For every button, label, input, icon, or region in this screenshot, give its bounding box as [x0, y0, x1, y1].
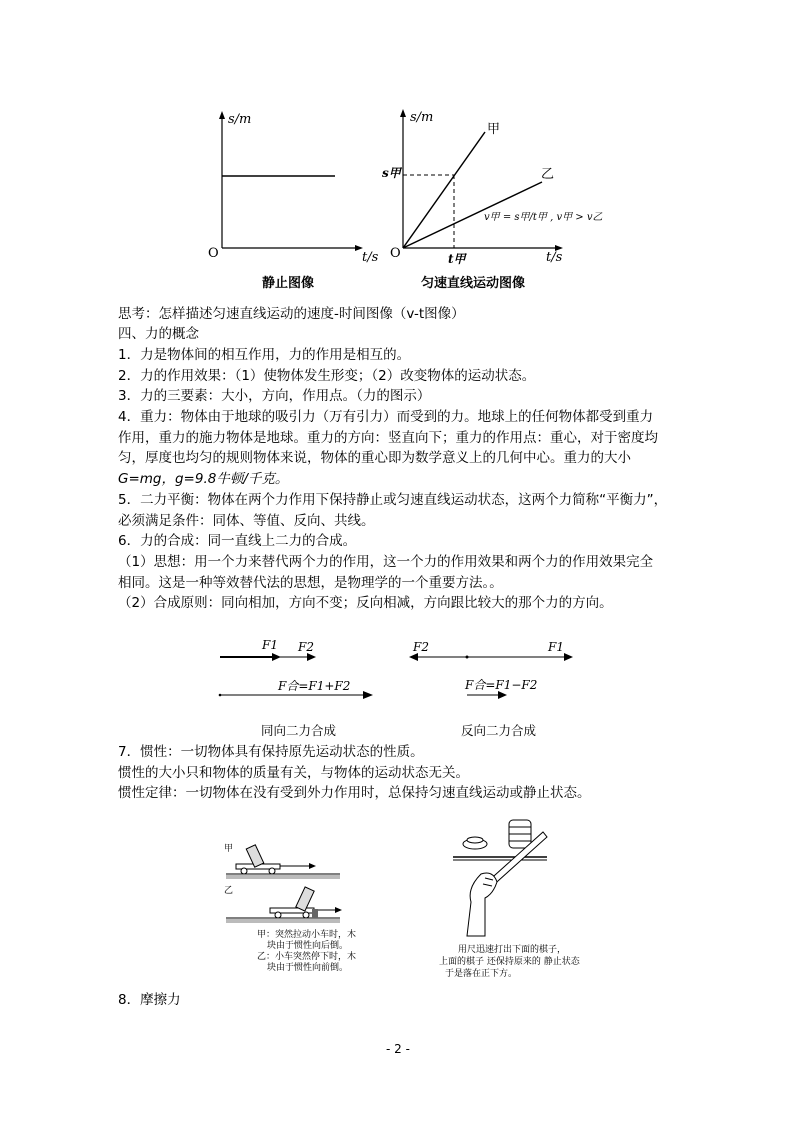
section-4-heading: 四、力的概念 [118, 326, 199, 342]
cart-note-3: 乙：小车突然停下时，木 [257, 952, 357, 962]
point-4d: G=mg，g=9.8牛顿/千克。 [118, 471, 289, 487]
think-line: 思考：怎样描述匀速直线运动的速度-时间图像（v-t图像） [118, 306, 465, 322]
point-2: 2．力的作用效果：（1）使物体发生形变；（2）改变物体的运动状态。 [118, 368, 536, 384]
coin-note-1: 用尺迅速打出下面的棋子， [458, 945, 567, 955]
point-6-2: （2）合成原则：同向相加，方向不变；反向相减，方向跟比较大的那个力的方向。 [118, 595, 613, 611]
point-5a: 5．二力平衡：物体在两个力作用下保持静止或匀速直线运动状态，这两个力简称“平衡力”， [118, 492, 668, 508]
static-origin: O [208, 246, 219, 261]
opp-f2-label: F2 [413, 640, 429, 654]
cart-inertia-illustration [220, 838, 350, 928]
point-4a: 4．重力：物体由于地球的吸引力（万有引力）而受到的力。地球上的任何物体都受到重力 [118, 409, 654, 425]
opposite-direction-caption: 反向二力合成 [461, 723, 537, 738]
uniform-ylabel: s/m [410, 110, 434, 125]
cart-label-b: 乙 [224, 886, 234, 896]
same-sum-label: F合=F1+F2 [278, 679, 351, 693]
uniform-caption: 匀速直线运动图像 [421, 276, 526, 291]
point-4b: 作用，重力的施力物体是地球。重力的方向：竖直向下；重力的作用点：重心，对于密度均 [118, 430, 658, 446]
same-direction-caption: 同向二力合成 [261, 723, 337, 738]
point-6-1a: （1）思想：用一个力来替代两个力的作用，这一个力的作用效果和两个力的作用效果完全 [118, 554, 654, 570]
point-8: 8．摩擦力 [118, 992, 181, 1008]
point-5b: 必须满足条件：同体、等值、反向、共线。 [118, 513, 375, 529]
s-tick-label: s甲 [382, 166, 401, 180]
formula: v甲 = s甲/t甲 , v甲 > v乙 [484, 212, 603, 223]
static-st-graph [205, 108, 365, 268]
point-7: 7．惯性：一切物体具有保持原先运动状态的性质。 [118, 744, 424, 760]
point-4c: 匀，厚度也均匀的规则物体来说，物体的重心即为数学意义上的几何中心。重力的大小 [118, 450, 631, 466]
cart-note-1: 甲：突然拉动小车时，木 [257, 930, 357, 940]
point-7c: 惯性定律：一切物体在没有受到外力作用时，总保持匀速直线运动或静止状态。 [118, 785, 591, 801]
line-a-label: 甲 [487, 122, 501, 137]
opp-diff-label: F合=F1−F2 [465, 678, 538, 692]
static-ylabel: s/m [228, 112, 252, 127]
uniform-st-graph [392, 100, 572, 270]
same-f1-label: F1 [262, 638, 278, 652]
line-b-label: 乙 [541, 167, 555, 182]
page-number: - 2 - [386, 1042, 410, 1056]
t-tick-label: t甲 [448, 252, 466, 266]
opp-f1-label: F1 [548, 640, 564, 654]
static-xlabel: t/s [362, 250, 379, 265]
uniform-xlabel: t/s [546, 250, 563, 265]
cart-label-a: 甲 [224, 844, 234, 854]
point-3: 3．力的三要素：大小，方向，作用点。（力的图示） [118, 388, 431, 404]
static-caption: 静止图像 [262, 276, 315, 291]
point-7b: 惯性的大小只和物体的质量有关，与物体的运动状态无关。 [118, 765, 469, 781]
cart-note-4: 块由于惯性向前倒。 [267, 963, 349, 973]
coin-stack-inertia-illustration [445, 812, 555, 940]
point-6: 6．力的合成：同一直线上二力的合成。 [118, 533, 357, 549]
coin-note-3: 于是落在正下方。 [445, 969, 518, 979]
point-1: 1．力是物体间的相互作用，力的作用是相互的。 [118, 347, 411, 363]
point-6-1b: 相同。这是一种等效替代法的思想，是物理学的一个重要方法。。 [118, 575, 503, 591]
coin-note-2: 上面的棋子 还保持原来的 静止状态 [439, 957, 580, 967]
same-f2-label: F2 [298, 640, 314, 654]
line-a [403, 132, 485, 248]
uniform-origin: O [390, 246, 401, 261]
cart-note-2: 块由于惯性向后倒。 [267, 941, 349, 951]
